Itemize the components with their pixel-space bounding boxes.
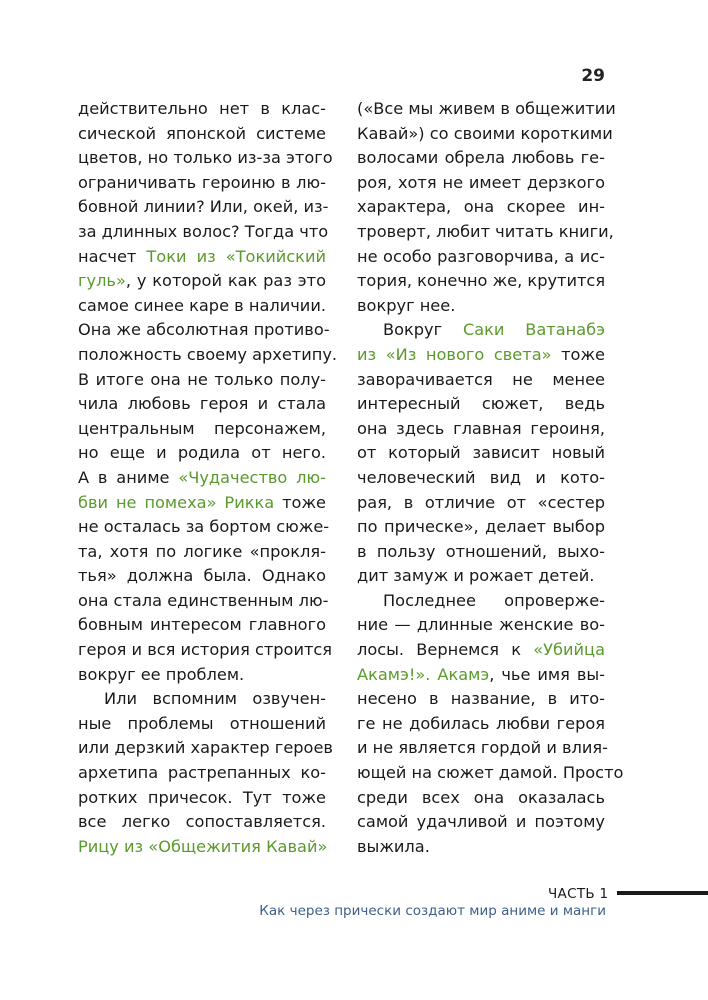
footer-part-label: ЧАСТЬ 1: [548, 886, 609, 902]
text-line: [78, 220, 329, 245]
text-fragment: тья» должна была. Однако: [78, 566, 326, 586]
text-fragment: чила любовь героя и стала: [78, 394, 326, 414]
text-fragment: дит замуж и рожает детей.: [357, 566, 595, 586]
text-line: [357, 441, 605, 466]
text-line: [78, 318, 330, 343]
text-line: [357, 736, 608, 761]
text-line: [78, 712, 326, 737]
text-line: [357, 392, 605, 417]
text-fragment: человеческий вид и кото-: [357, 467, 605, 487]
text-fragment: ные проблемы отношений: [78, 713, 326, 733]
text-line: [78, 540, 326, 565]
text-fragment: («Все мы живем в общежитии: [357, 99, 616, 118]
text-fragment: ющей на сюжет дамой. Просто: [357, 763, 624, 783]
text-line: [78, 491, 326, 516]
text-line: [357, 515, 605, 540]
text-fragment: она стала единственным лю-: [78, 590, 329, 610]
text-fragment: Последнее опроверже-: [383, 590, 605, 610]
text-fragment: выжила.: [357, 836, 430, 856]
text-fragment: ограничивать героиню в лю-: [78, 172, 326, 192]
text-line: [357, 540, 605, 565]
text-column-right: [357, 97, 624, 859]
text-fragment: в пользу отношений, выхо-: [357, 541, 605, 561]
text-line: [357, 368, 605, 393]
text-fragment: вокруг ее проблем.: [78, 664, 245, 684]
text-line: [78, 466, 326, 491]
text-fragment: ге не добилась любви героя: [357, 713, 605, 733]
text-line: [357, 564, 605, 589]
title-highlight: Акамэ!». Акамэ: [357, 664, 490, 684]
text-line: [78, 835, 326, 860]
text-fragment: тоже: [274, 492, 326, 512]
title-highlight: из «Из нового света»: [357, 344, 552, 364]
text-fragment: , чье имя вы-: [489, 664, 605, 684]
text-line: [78, 663, 326, 688]
text-line: [357, 343, 605, 368]
text-line: [78, 613, 326, 638]
text-line: [357, 613, 605, 638]
text-line: [357, 835, 605, 860]
text-fragment: Она же абсолютная противо-: [78, 320, 330, 340]
text-line: [78, 171, 326, 196]
text-fragment: не осталась за бортом сюже-: [78, 517, 330, 537]
title-highlight: «Чудачество лю-: [178, 467, 326, 487]
text-fragment: Кавай») со своими короткими: [357, 123, 613, 143]
text-line: [78, 245, 326, 270]
title-highlight: бви не помеха» Рикка: [78, 492, 275, 512]
text-line: [78, 368, 326, 393]
text-fragment: А в аниме: [78, 467, 179, 487]
text-fragment: самое синее каре в наличии.: [78, 295, 326, 315]
text-fragment: заворачивается не менее: [357, 369, 605, 389]
text-fragment: от который зависит новый: [357, 443, 605, 463]
text-fragment: бовным интересом главного: [78, 615, 326, 635]
text-line: [357, 318, 605, 343]
page-number: 29: [581, 66, 605, 86]
text-fragment: цветов, но только из-за этого: [78, 148, 333, 168]
text-line: [357, 269, 605, 294]
text-fragment: но еще и родила от него.: [78, 443, 326, 463]
text-line: [78, 122, 326, 147]
text-line: [78, 761, 326, 786]
text-fragment: интересный сюжет, ведь: [357, 394, 605, 414]
text-line: [78, 441, 326, 466]
text-line: [357, 589, 605, 614]
text-line: [78, 589, 329, 614]
text-line: [78, 786, 326, 811]
text-fragment: за длинных волос? Тогда что: [78, 221, 329, 241]
text-line: [357, 122, 613, 147]
text-line: [78, 269, 326, 294]
text-fragment: характера, она скорее ин-: [357, 197, 605, 217]
text-line: [357, 663, 605, 688]
text-fragment: и не является гордой и влия-: [357, 738, 608, 758]
text-line: [78, 810, 326, 835]
footer-subtitle: Как через прически создают мир аниме и манги: [259, 903, 606, 919]
footer-divider-bar: [617, 891, 708, 895]
title-highlight: Рицу из «Общежития Кавай»: [78, 836, 328, 856]
text-fragment: по прическе», делает выбор: [357, 517, 605, 537]
text-line: [357, 712, 605, 737]
text-fragment: та, хотя по логике «прокля-: [78, 541, 326, 561]
text-line: [78, 564, 326, 589]
text-fragment: тория, конечно же, крутится: [357, 271, 606, 291]
text-line: [357, 491, 605, 516]
text-fragment: бовной линии? Или, окей, из-: [78, 197, 329, 217]
text-fragment: В итоге она не только полу-: [78, 369, 326, 389]
text-fragment: самой удачливой и поэтому: [357, 812, 605, 832]
text-fragment: действительно нет в клас-: [78, 99, 326, 118]
text-fragment: роя, хотя не имеет дерзкого: [357, 172, 605, 192]
text-line: [78, 97, 326, 122]
text-line: [357, 761, 624, 786]
text-line: [78, 343, 338, 368]
text-line: [357, 417, 605, 442]
text-fragment: вокруг нее.: [357, 295, 456, 315]
text-line: [78, 638, 333, 663]
text-fragment: волосами обрела любовь ге-: [357, 148, 605, 168]
text-fragment: не особо разговорчива, а ис-: [357, 246, 605, 266]
text-fragment: героя и вся история строится: [78, 640, 333, 660]
text-fragment: рая, в отличие от «сестер: [357, 492, 605, 512]
title-highlight: Токи из «Токийский: [146, 246, 326, 266]
text-fragment: все легко сопоставляется.: [78, 812, 326, 832]
text-line: [78, 687, 326, 712]
text-line: [357, 294, 605, 319]
text-line: [78, 515, 330, 540]
text-fragment: Вокруг: [383, 320, 463, 340]
text-line: [78, 736, 333, 761]
text-fragment: , у которой как раз это: [125, 271, 326, 291]
text-fragment: среди всех она оказалась: [357, 787, 605, 807]
text-line: [78, 392, 326, 417]
title-highlight: «Убийца: [533, 640, 605, 660]
text-fragment: ние — длинные женские во-: [357, 615, 605, 635]
text-fragment: центральным персонажем,: [78, 418, 326, 438]
text-line: [357, 638, 605, 663]
text-fragment: она здесь главная героиня,: [357, 418, 605, 438]
text-fragment: ротких причесок. Тут тоже: [78, 787, 326, 807]
text-fragment: лосы. Вернемся к: [357, 640, 534, 660]
text-fragment: троверт, любит читать книги,: [357, 221, 614, 241]
text-line: [357, 245, 605, 270]
text-fragment: тоже: [551, 344, 605, 364]
text-line: [357, 146, 605, 171]
text-line: [357, 171, 605, 196]
text-line: [357, 786, 605, 811]
text-fragment: сической японской системе: [78, 123, 326, 143]
text-fragment: или дерзкий характер героев: [78, 738, 333, 758]
text-line: [78, 195, 329, 220]
text-fragment: положность своему архетипу.: [78, 344, 338, 364]
text-line: [78, 146, 333, 171]
text-line: [78, 417, 326, 442]
text-fragment: Или вспомним озвучен-: [104, 689, 326, 709]
text-line: [357, 220, 614, 245]
text-line: [357, 687, 605, 712]
text-line: [357, 810, 605, 835]
text-fragment: насчет: [78, 246, 147, 266]
title-highlight: Саки Ватанабэ: [462, 320, 605, 340]
text-column-left: [78, 97, 338, 859]
title-highlight: гуль»: [78, 271, 126, 291]
text-fragment: несено в название, в ито-: [357, 689, 605, 709]
text-line: [357, 97, 616, 122]
text-line: [357, 195, 605, 220]
text-fragment: архетипа растрепанных ко-: [78, 763, 326, 783]
text-line: [357, 466, 605, 491]
text-line: [78, 294, 326, 319]
